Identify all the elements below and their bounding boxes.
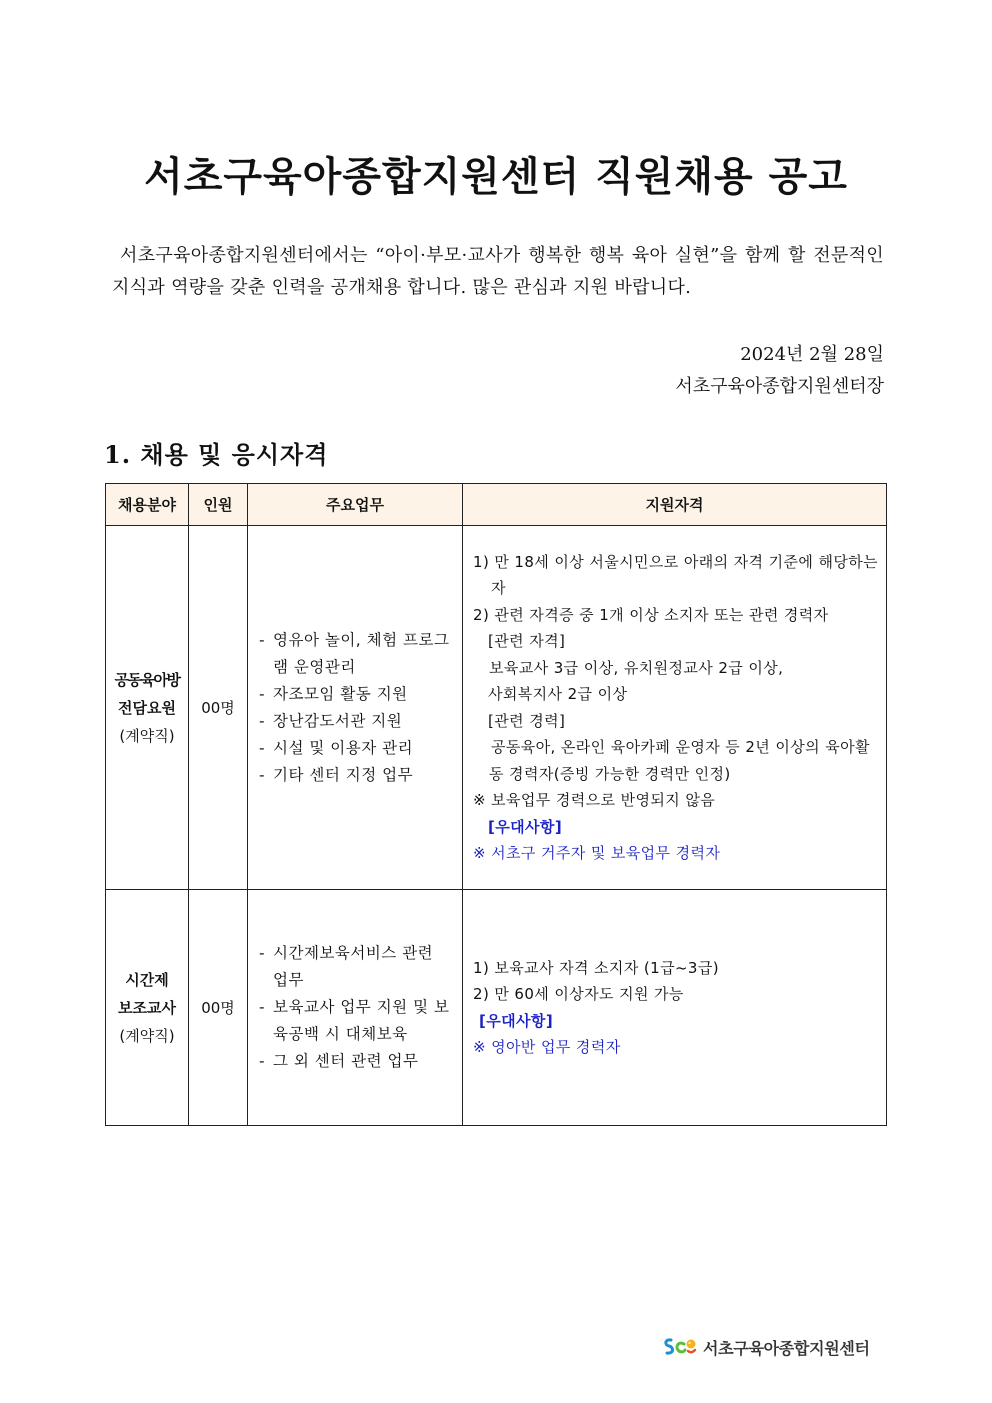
header-count: 인원	[189, 484, 248, 526]
list-item: - 장난감도서관 지원	[258, 708, 454, 735]
qual-note: ※ 보육업무 경력으로 반영되지 않음	[473, 791, 716, 809]
section-title: 1. 채용 및 응시자격	[104, 440, 329, 469]
list-item: - 그 외 센터 관련 업무	[258, 1048, 454, 1075]
field-type: (계약직)	[119, 726, 175, 745]
footer-logo	[662, 1333, 870, 1361]
preference-label: [우대사항]	[479, 1011, 554, 1030]
intro-paragraph: 서초구육아종합지원센터에서는 “아이·부모·교사가 행복한 행복 육아 실현”을 함께 할 전문적인 지식과 역량을 갖춘 인력을 공개채용 합니다. 많은 관심과 지원 바랍니다.	[112, 245, 884, 298]
count-cell: 00명	[189, 890, 248, 1126]
table-header-row	[106, 484, 887, 526]
header-field: 채용분야	[106, 484, 189, 526]
field-type: (계약직)	[119, 1026, 175, 1045]
list-item: - 시간제보육서비스 관련 업무	[258, 940, 454, 994]
duties-cell	[248, 890, 463, 1126]
preference-item: ※ 서초구 거주자 및 보육업무 경력자	[473, 844, 721, 862]
qual-item: 2) 관련 자격증 중 1개 이상 소지자 또는 관련 경력자	[473, 605, 829, 624]
list-item: - 영유아 놀이, 체험 프로그램 운영관리	[258, 627, 454, 681]
preference-item: ※ 영아반 업무 경력자	[473, 1038, 621, 1056]
list-item: - 보육교사 업무 지원 및 보육공백 시 대체보육	[258, 994, 454, 1048]
table-row	[106, 890, 887, 1126]
duties-cell	[248, 526, 463, 890]
field-name-line2: 보조교사	[118, 998, 176, 1017]
recruitment-table	[105, 483, 887, 1126]
qual-item: 1) 만 18세 이상 서울시민으로 아래의 자격 기준에 해당하는 자	[473, 552, 879, 597]
header-duties: 주요업무	[248, 484, 463, 526]
preference-label: [우대사항]	[488, 817, 563, 836]
center-logo-icon	[662, 1335, 700, 1359]
duties-list	[258, 940, 454, 1075]
qual-item: 1) 보육교사 자격 소지자 (1급~3급)	[473, 958, 720, 977]
qual-item: 보육교사 3급 이상, 유치원정교사 2급 이상,	[489, 658, 784, 677]
list-item: - 시설 및 이용자 관리	[258, 735, 454, 762]
field-cell	[106, 526, 189, 890]
qual-item: 2) 만 60세 이상자도 지원 가능	[473, 985, 684, 1003]
list-item: - 기타 센터 지정 업무	[258, 762, 454, 789]
field-name-line1: 공동육아방	[114, 670, 180, 689]
header-qualifications: 지원자격	[463, 484, 887, 526]
field-cell	[106, 890, 189, 1126]
page-title: 서초구육아종합지원센터 직원채용 공고	[144, 154, 848, 200]
count-cell: 00명	[189, 526, 248, 890]
qualifications-cell	[463, 526, 887, 890]
qualifications-cell	[463, 890, 887, 1126]
field-name-line2: 전담요원	[118, 698, 176, 717]
table-row	[106, 526, 887, 890]
field-name-line1: 시간제	[125, 970, 169, 989]
qual-item: 공동육아, 온라인 육아카페 운영자 등 2년 이상의 육아활동 경력자(증빙 가능한 경력만 인정)	[489, 738, 870, 783]
list-item: - 자조모임 활동 지원	[258, 681, 454, 708]
qual-item: 사회복지사 2급 이상	[488, 685, 628, 703]
notice-signer: 서초구육아종합지원센터장	[675, 376, 884, 397]
qual-subheading: [관련 자격]	[488, 632, 566, 650]
footer-logo-text: 서초구육아종합지원센터	[703, 1338, 870, 1358]
notice-date: 2024년 2월 28일	[740, 344, 884, 365]
duties-list	[258, 627, 454, 789]
qual-subheading: [관련 경력]	[488, 711, 566, 730]
